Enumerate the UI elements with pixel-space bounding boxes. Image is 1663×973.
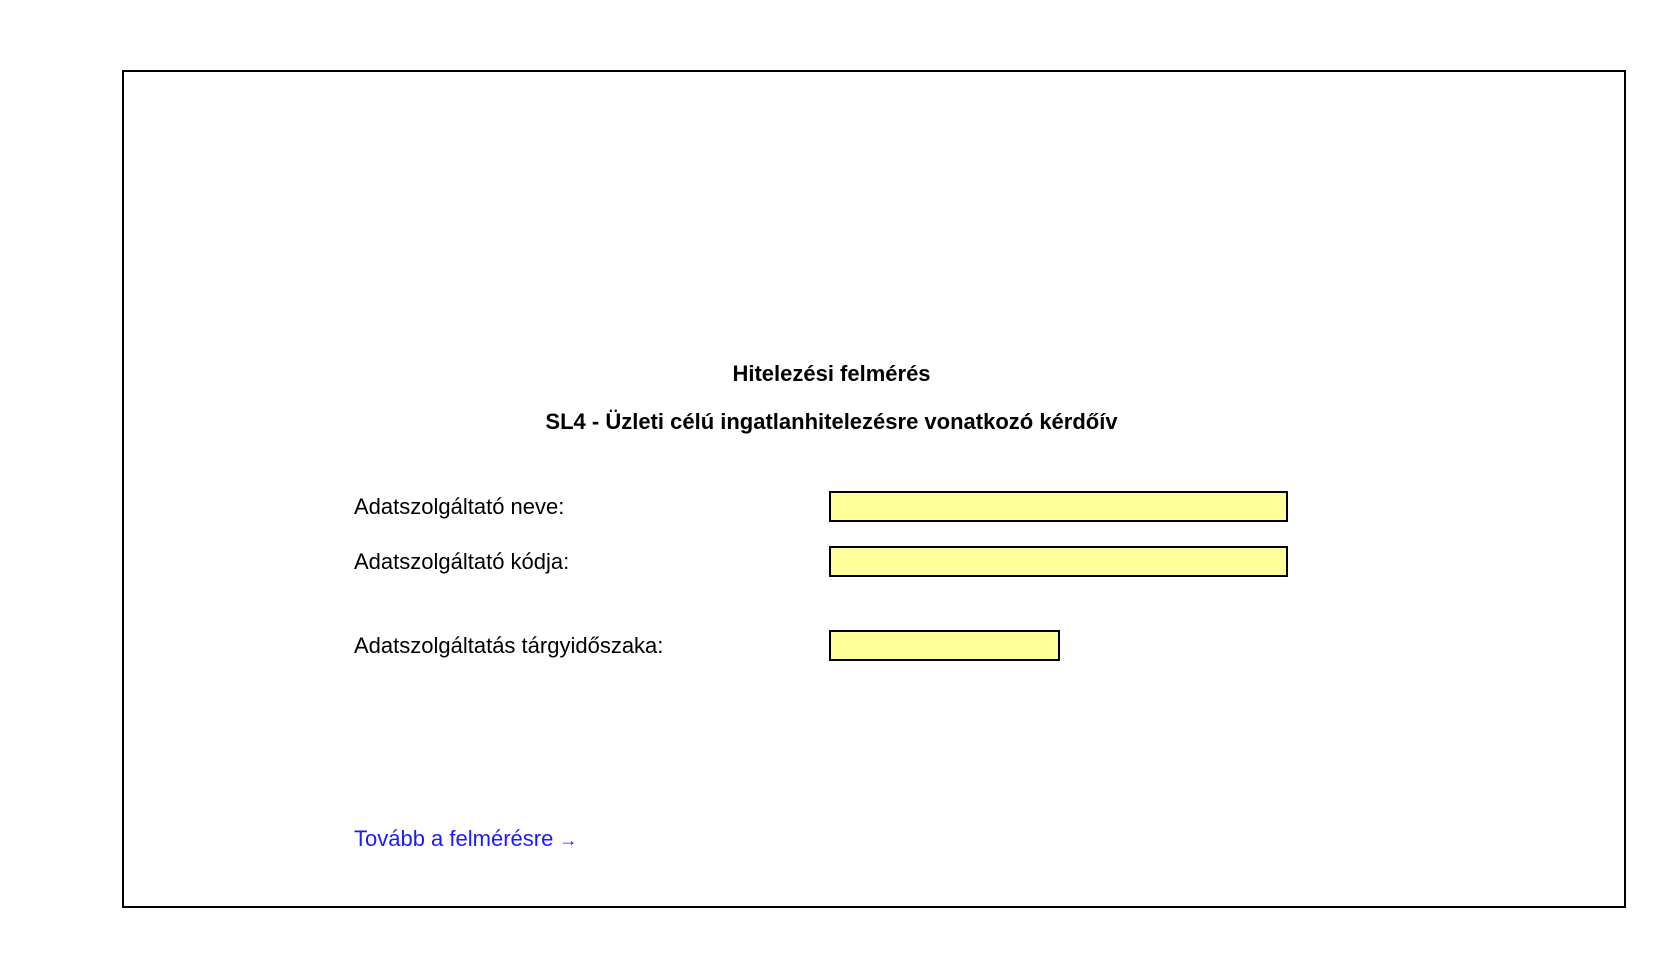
reporting-period-input[interactable] [829, 630, 1060, 661]
arrow-right-icon: → [559, 830, 578, 850]
provider-name-label: Adatszolgáltató neve: [354, 494, 565, 519]
survey-subtitle: SL4 - Üzleti célú ingatlanhitelezésre vonatkozó kérdőív [545, 409, 1118, 434]
continue-to-survey-link[interactable] [354, 826, 577, 853]
provider-code-label: Adatszolgáltató kódja: [354, 549, 570, 574]
provider-code-input[interactable] [829, 546, 1288, 577]
continue-link-label: Tovább a felmérésre [354, 826, 554, 851]
survey-frame [122, 70, 1626, 908]
provider-name-input[interactable] [829, 491, 1288, 522]
survey-title: Hitelezési felmérés [732, 361, 931, 386]
reporting-period-label: Adatszolgáltatás tárgyidőszaka: [354, 633, 664, 658]
